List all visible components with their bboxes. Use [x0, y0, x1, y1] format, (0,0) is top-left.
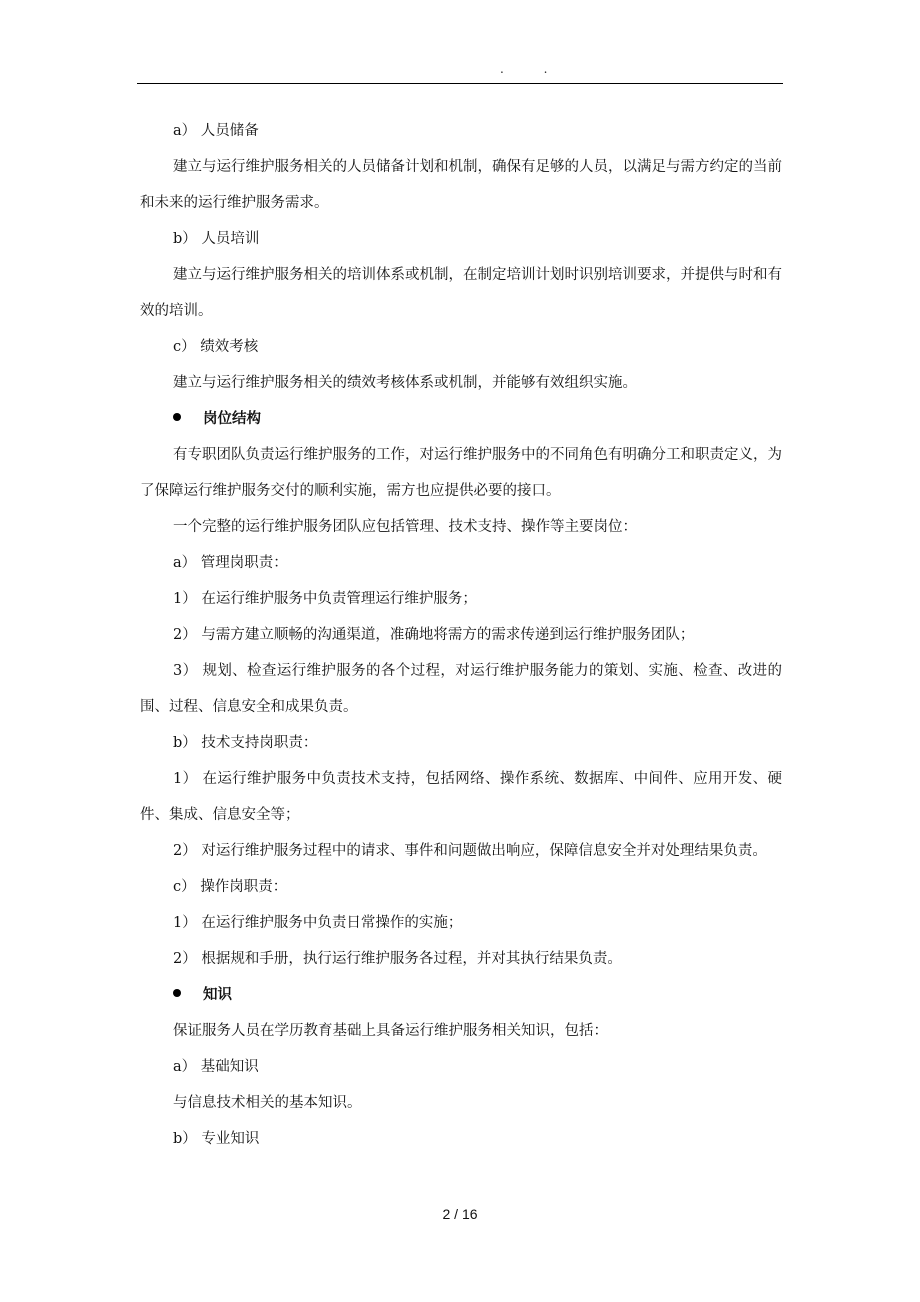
bullet-icon: [173, 989, 181, 997]
list-item: 2） 根据规和手册，执行运行维护服务各过程，并对其执行结果负责。: [173, 951, 622, 967]
list-item: 2） 与需方建立顺畅的沟通渠道，准确地将需方的需求传递到运行维护服务团队；: [173, 627, 695, 643]
list-item: 1） 在运行维护服务中负责技术支持，包括网络、操作系统、数据库、中间件、应用开发、硬件、集成、信息安全等；: [140, 771, 782, 823]
section-heading-label: 知识: [203, 986, 232, 1003]
paragraph: 一个完整的运行维护服务团队应包括管理、技术支持、操作等主要岗位：: [173, 519, 637, 535]
list-item: 1） 在运行维护服务中负责日常操作的实施；: [173, 915, 463, 931]
page-number: 2 / 16: [442, 1206, 478, 1222]
list-item: 1） 在运行维护服务中负责管理运行维护服务；: [173, 591, 477, 607]
list-item: c） 操作岗职责：: [173, 879, 288, 895]
list-item: 3） 规划、检查运行维护服务的各个过程，对运行维护服务能力的策划、实施、检查、改进的围、过程、信息安全和成果负责。: [140, 663, 782, 715]
list-item: a） 管理岗职责：: [173, 555, 288, 571]
list-item: c） 绩效考核: [173, 339, 259, 355]
document-body: [140, 113, 782, 1157]
list-item: b） 人员培训: [173, 231, 260, 247]
header-rule: [137, 83, 783, 84]
section-heading: [140, 401, 782, 437]
section-heading-label: 岗位结构: [203, 410, 261, 427]
list-item: b） 专业知识: [173, 1131, 260, 1147]
list-item: 2） 对运行维护服务过程中的请求、事件和问题做出响应，保障信息安全并对处理结果负责。: [173, 843, 767, 859]
paragraph: 有专职团队负责运行维护服务的工作，对运行维护服务中的不同角色有明确分工和职责定义，为了保障运行维护服务交付的顺利实施，需方也应提供必要的接口。: [140, 447, 782, 499]
header-dots: . .: [500, 62, 566, 76]
list-item: a） 人员储备: [173, 123, 259, 139]
paragraph: 建立与运行维护服务相关的人员储备计划和机制，确保有足够的人员，以满足与需方约定的当前和未来的运行维护服务需求。: [140, 159, 782, 211]
paragraph: 建立与运行维护服务相关的培训体系或机制，在制定培训计划时识别培训要求，并提供与时和有效的培训。: [140, 267, 782, 319]
bullet-icon: [173, 413, 181, 421]
paragraph: 保证服务人员在学历教育基础上具备运行维护服务相关知识，包括：: [173, 1023, 608, 1039]
section-heading: [140, 977, 782, 1013]
paragraph: 与信息技术相关的基本知识。: [173, 1095, 362, 1111]
list-item: a） 基础知识: [173, 1059, 259, 1075]
list-item: b） 技术支持岗职责：: [173, 735, 318, 751]
paragraph: 建立与运行维护服务相关的绩效考核体系或机制，并能够有效组织实施。: [173, 375, 637, 391]
